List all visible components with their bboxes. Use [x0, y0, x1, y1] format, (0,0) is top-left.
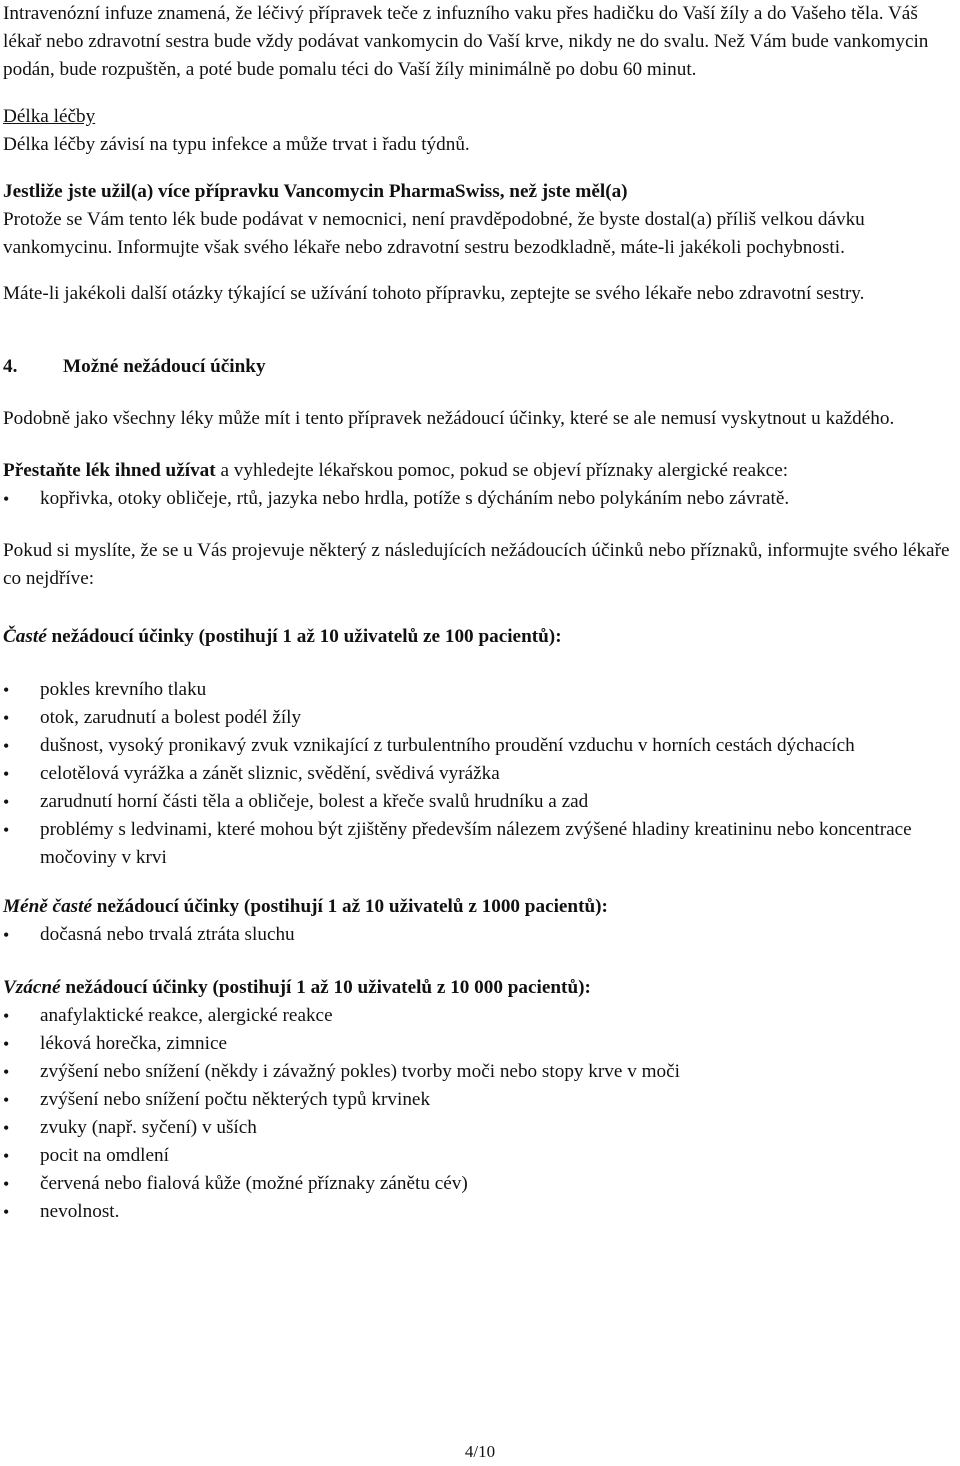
list-item: • dočasná nebo trvalá ztráta sluchu	[3, 921, 955, 949]
rare-list	[3, 1002, 955, 1226]
intro-paragraph: Intravenózní infuze znamená, že léčivý přípravek teče z infuzního vaku přes hadičku do Vaší žíly a do Vašeho těla. Váš lékař nebo zdravotní sestra bude vždy podávat vankomycin do Vaší krve, nikdy ne do svalu. Než Vám bude vankomycin podán, bude rozpuštěn, a poté bude pomalu téci do Vaší žíly minimálně po dobu 60 minut.	[3, 3, 929, 80]
document-page	[3, 0, 955, 1226]
overdose-title: Jestliže jste užil(a) více přípravku Vancomycin PharmaSwiss, než jste měl(a)	[3, 181, 628, 202]
duration-title: Délka léčby	[3, 106, 96, 127]
common-label: Časté	[3, 626, 47, 647]
list-item: • zarudnutí horní části těla a obličeje, bolest a křeče svalů hrudníku a zad	[3, 788, 955, 816]
list-item: • pokles krevního tlaku	[3, 676, 955, 704]
list-item: • červená nebo fialová kůže (možné příznaky zánětu cév)	[3, 1170, 955, 1198]
list-item: • dušnost, vysoký pronikavý zvuk vznikající z turbulentního proudění vzduchu v horních cestách dýchacích	[3, 732, 955, 760]
uncommon-label: Méně časté	[3, 896, 92, 917]
list-item: • celotělová vyrážka a zánět sliznic, svědění, svědivá vyrážka	[3, 760, 955, 788]
stop-rest: a vyhledejte lékařskou pomoc, pokud se objeví příznaky alergické reakce:	[215, 460, 789, 481]
common-heading-text: nežádoucí účinky (postihují 1 až 10 uživatelů ze 100 pacientů):	[46, 626, 562, 647]
stop-emphasis: Přestaňte lék ihned užívat	[3, 460, 216, 481]
duration-text: Délka léčby závisí na typu infekce a může trvat i řadu týdnů.	[3, 134, 470, 155]
common-list	[3, 676, 955, 872]
list-item: • problémy s ledvinami, které mohou být zjištěny především nálezem zvýšené hladiny kreatininu nebo koncentrace močoviny v krvi	[3, 816, 955, 872]
list-item: • pocit na omdlení	[3, 1142, 955, 1170]
rare-label: Vzácné	[3, 977, 61, 998]
section-4-heading	[3, 353, 955, 381]
section-title: Možné nežádoucí účinky	[63, 356, 266, 377]
inform-paragraph: Pokud si myslíte, že se u Vás projevuje některý z následujících nežádoucích účinků nebo příznaků, informujte svého lékaře co nejdříve:	[3, 540, 950, 589]
common-heading	[3, 623, 955, 651]
stop-paragraph	[3, 457, 955, 485]
uncommon-heading	[3, 893, 955, 921]
section-4-intro: Podobně jako všechny léky může mít i tento přípravek nežádoucí účinky, které se ale nemusí vyskytnout u každého.	[3, 408, 895, 429]
list-item: • zvýšení nebo snížení (někdy i závažný pokles) tvorby moči nebo stopy krve v moči	[3, 1058, 955, 1086]
allergy-list	[3, 485, 955, 513]
rare-heading	[3, 974, 955, 1002]
list-item: • otok, zarudnutí a bolest podél žíly	[3, 704, 955, 732]
list-item: • kopřivka, otoky obličeje, rtů, jazyka nebo hrdla, potíže s dýcháním nebo polykáním nebo závratě.	[3, 485, 955, 513]
list-item: • zvuky (např. syčení) v uších	[3, 1114, 955, 1142]
list-item: • léková horečka, zimnice	[3, 1030, 955, 1058]
overdose-text: Protože se Vám tento lék bude podávat v nemocnici, není pravděpodobné, že byste dostal(a) příliš velkou dávku vankomycinu. Informujte však svého lékaře nebo zdravotní sestru bezodkladně, máte-li jakékoli pochybnosti.	[3, 209, 865, 258]
list-item: • nevolnost.	[3, 1198, 955, 1226]
page-number: 4/10	[464, 1442, 496, 1461]
rare-heading-text: nežádoucí účinky (postihují 1 až 10 uživatelů z 10 000 pacientů):	[60, 977, 591, 998]
list-item: • zvýšení nebo snížení počtu některých typů krvinek	[3, 1086, 955, 1114]
section-number: 4.	[3, 356, 18, 377]
questions-paragraph: Máte-li jakékoli další otázky týkající se užívání tohoto přípravku, zeptejte se svého lékaře nebo zdravotní sestry.	[3, 283, 865, 304]
list-item: • anafylaktické reakce, alergické reakce	[3, 1002, 955, 1030]
uncommon-list	[3, 921, 955, 949]
uncommon-heading-text: nežádoucí účinky (postihují 1 až 10 uživatelů z 1000 pacientů):	[92, 896, 608, 917]
